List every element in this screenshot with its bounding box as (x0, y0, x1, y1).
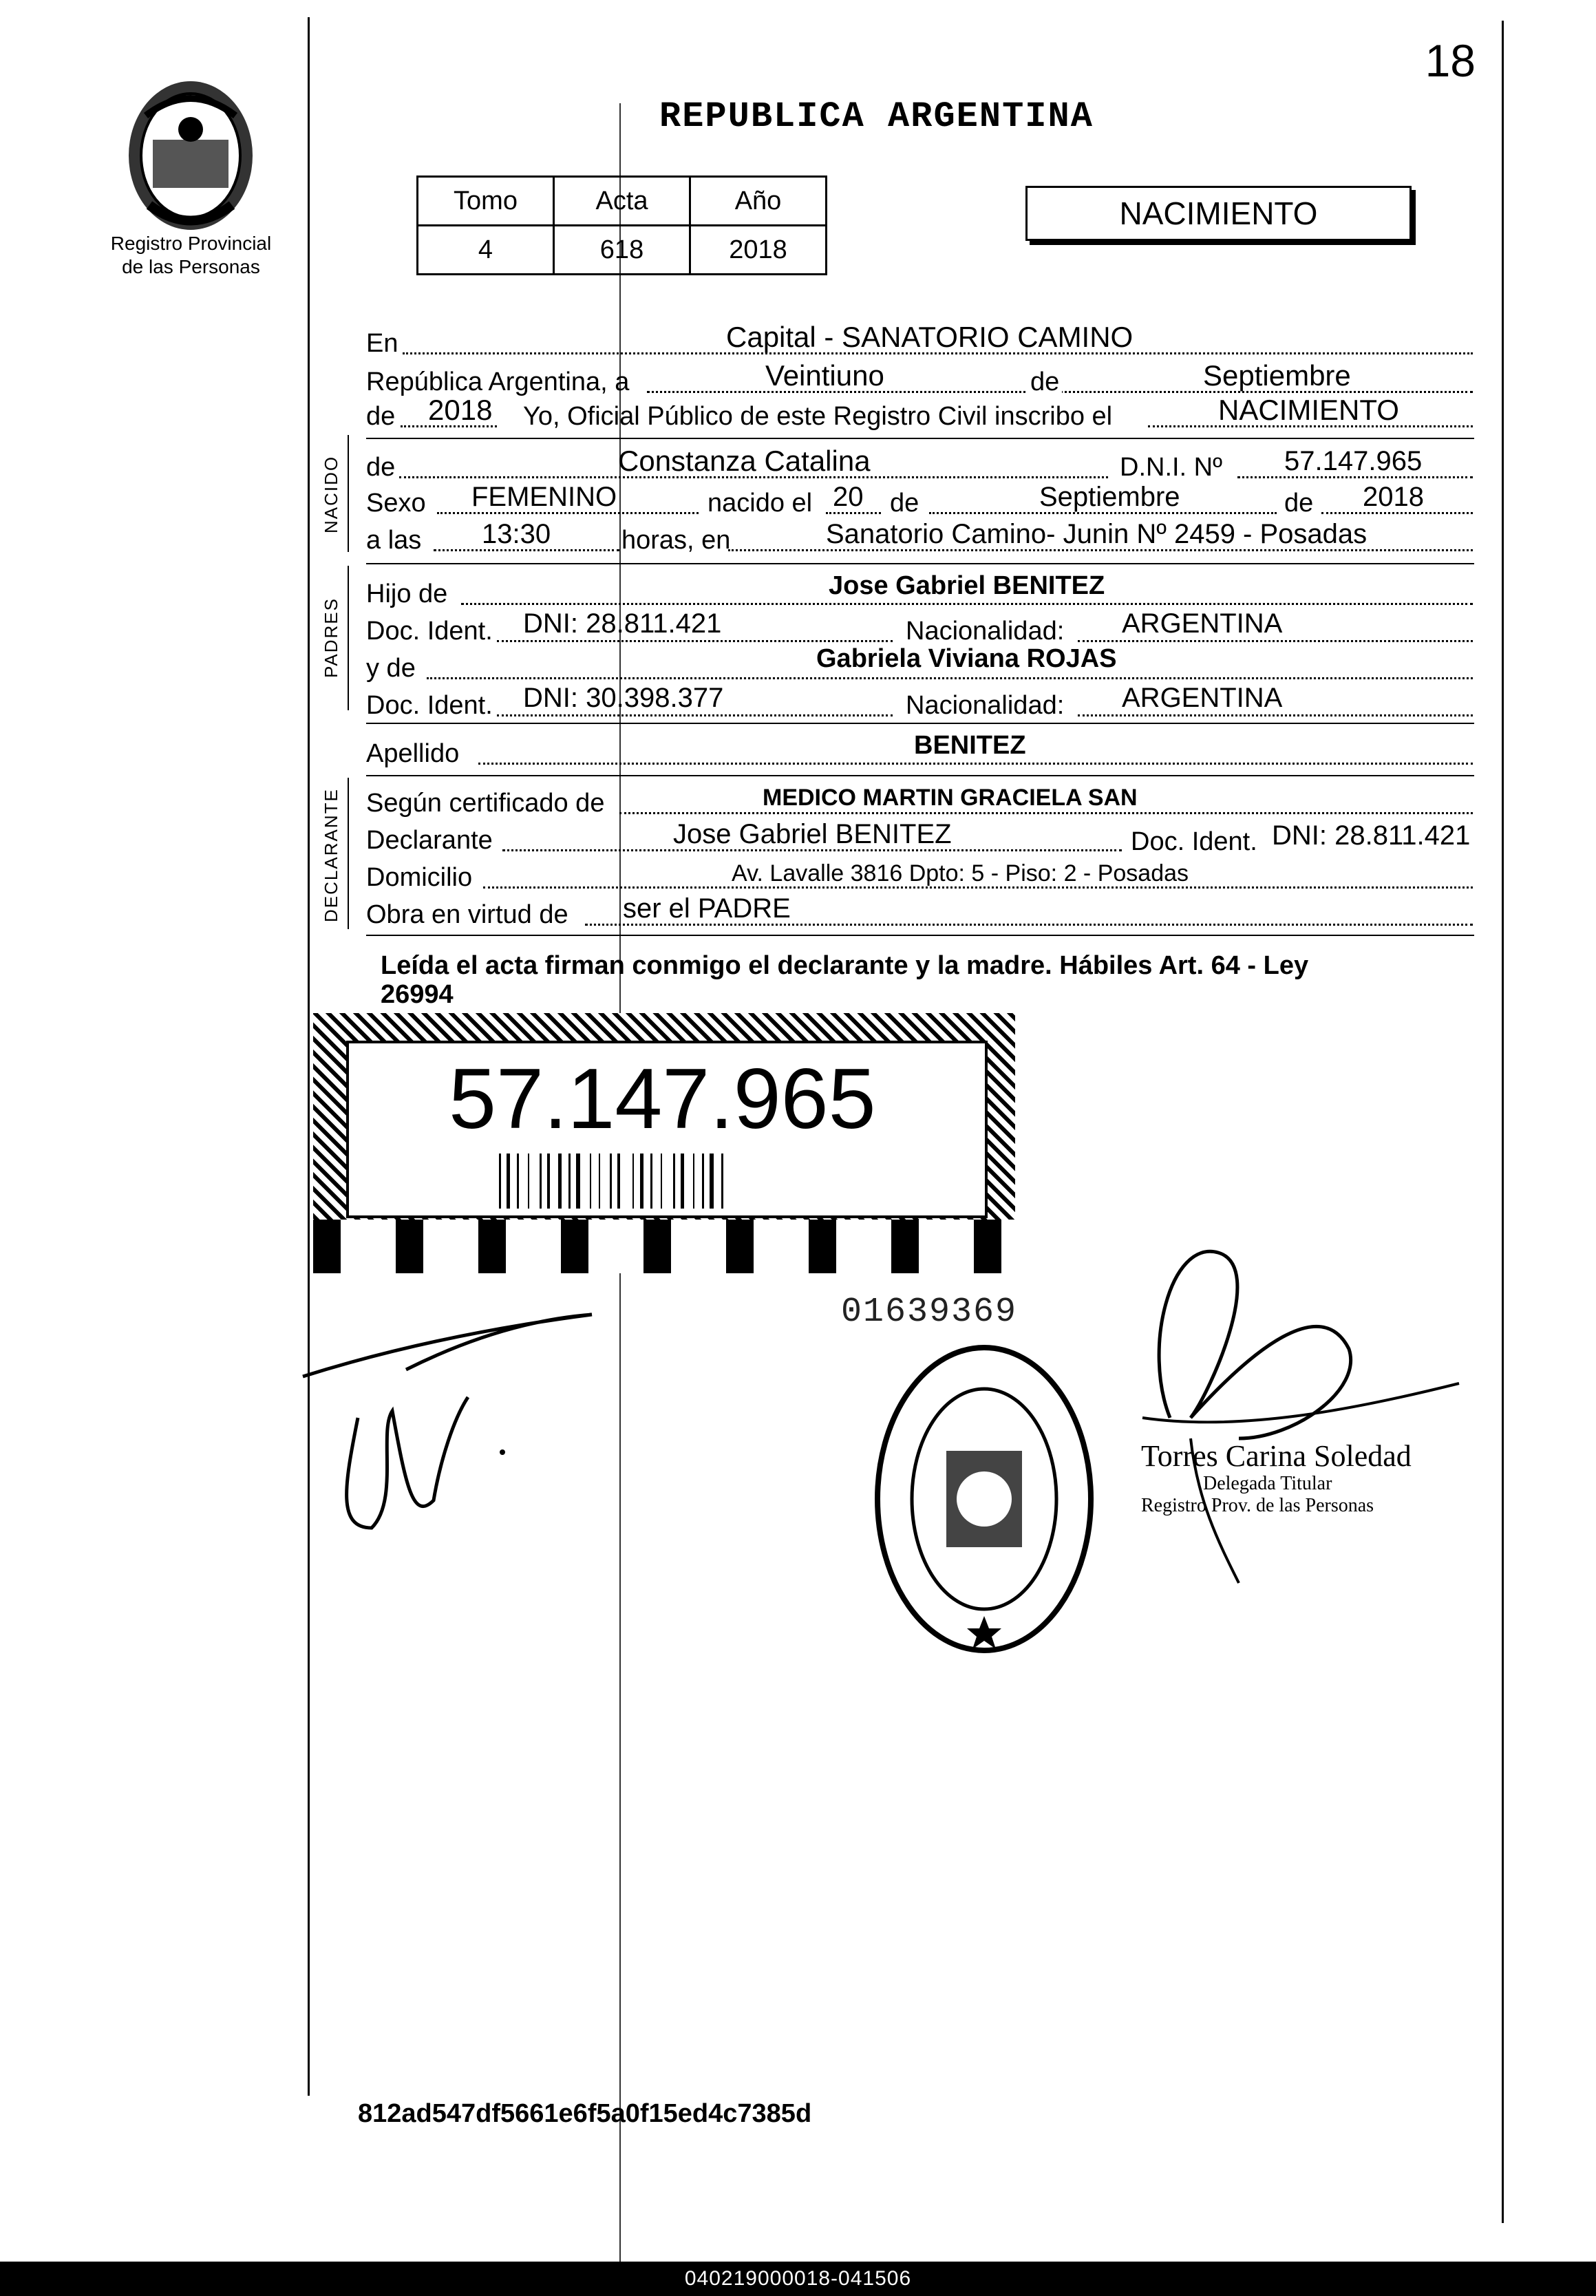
day-words-value: Veintiuno (765, 359, 884, 392)
birth-place-value: Sanatorio Camino- Junin Nº 2459 - Posadas (826, 519, 1368, 549)
divider-5 (366, 935, 1474, 936)
registry-name-line2: de las Personas (122, 256, 260, 277)
sticker-number: 57.147.965 (449, 1052, 876, 1147)
barcode-bar (547, 1154, 550, 1209)
acta-value: 618 (554, 226, 690, 275)
tomo-header: Tomo (418, 177, 554, 226)
a-las-label: a las (366, 526, 422, 555)
en-label: En (366, 329, 398, 358)
apellido-label: Apellido (366, 739, 460, 768)
declarante-side-label: DECLARANTE (321, 788, 341, 922)
right-signature (1101, 1211, 1487, 1597)
sexo-label: Sexo (366, 489, 426, 518)
oficial-text: Yo, Oficial Público de este Registro Civil inscribo el (523, 402, 1113, 431)
padre-nac-label: Nacionalidad: (906, 617, 1065, 646)
birth-day-value: 20 (833, 482, 864, 512)
barcode-bar (661, 1154, 662, 1209)
birth-de-label: de (890, 489, 919, 518)
barcode-bar (617, 1154, 620, 1209)
year-value: 2018 (428, 394, 493, 426)
barcode-bar (507, 1154, 510, 1209)
signatory-office: Registro Prov. de las Personas (1141, 1495, 1374, 1516)
tomo-value: 4 (418, 226, 554, 275)
obra-value: ser el PADRE (623, 893, 791, 924)
place-value: Capital - SANATORIO CAMINO (726, 321, 1134, 353)
closing-line1: Leída el acta firman conmigo el declarante y la madre. Hábiles Art. 64 - Ley (381, 951, 1309, 980)
barcode-bar (599, 1154, 600, 1209)
barcode-bar (632, 1154, 634, 1209)
madre-doc-label: Doc. Ident. (366, 691, 493, 720)
nacido-side-label: NACIDO (321, 455, 341, 533)
page-number: 18 (1425, 35, 1476, 86)
left-margin-line (308, 17, 310, 2096)
country-title: REPUBLICA ARGENTINA (659, 96, 1094, 137)
divider-4 (366, 775, 1474, 776)
sexo-value: FEMENINO (471, 482, 617, 512)
sticker-inner (346, 1041, 988, 1218)
madre-nac-label: Nacionalidad: (906, 691, 1065, 720)
declarant-name-value: Jose Gabriel BENITEZ (673, 819, 952, 849)
mother-nationality-value: ARGENTINA (1122, 683, 1283, 713)
barcode-bar (576, 1154, 580, 1209)
mother-doc-value: DNI: 30.398.377 (523, 683, 724, 713)
child-dni-value: 57.147.965 (1284, 446, 1423, 476)
domicilio-label: Domicilio (366, 863, 473, 892)
declarante-bracket (348, 778, 349, 929)
republica-label: República Argentina, a (366, 368, 630, 396)
padre-doc-dots (497, 640, 893, 642)
divider-3 (366, 723, 1474, 724)
ano-value: 2018 (690, 226, 827, 275)
nacido-bracket (348, 435, 349, 552)
footer-code: 040219000018-041506 (684, 2267, 912, 2290)
surname-value: BENITEZ (914, 731, 1026, 760)
madre-nac-dots (1078, 714, 1473, 716)
decl-doc-label: Doc. Ident. (1131, 827, 1257, 856)
closing-line2: 26994 (381, 980, 454, 1009)
act-type-label: NACIMIENTO (1119, 195, 1318, 231)
registry-name-line1: Registro Provincial (110, 233, 272, 254)
nacido-el-label: nacido el (707, 489, 813, 518)
month-value: Septiembre (1203, 359, 1351, 392)
barcode-bar (693, 1154, 694, 1209)
left-signature (296, 1294, 654, 1617)
padre-doc-label: Doc. Ident. (366, 617, 493, 646)
tomo-acta-ano-table (416, 176, 827, 275)
document-hash: 812ad547df5661e6f5a0f15ed4c7385d (358, 2099, 812, 2128)
acta-header: Acta (554, 177, 690, 226)
barcode-bar (721, 1154, 723, 1209)
y-de-label: y de (366, 654, 416, 683)
declarant-doc-value: DNI: 28.811.421 (1272, 820, 1471, 851)
barcode-bar (499, 1154, 501, 1209)
obra-label: Obra en virtud de (366, 900, 568, 929)
divider-1 (366, 438, 1474, 439)
barcode-bar (558, 1154, 562, 1209)
dni-label: D.N.I. Nº (1120, 453, 1222, 482)
padre-dots (461, 603, 1473, 605)
barcode-bar (650, 1154, 652, 1209)
child-name-value: Constanza Catalina (618, 445, 871, 477)
hijo-de-label: Hijo de (366, 580, 448, 608)
dni-sticker (313, 1013, 1015, 1273)
barcode-bar (540, 1154, 542, 1209)
province-seal-logo (118, 74, 263, 240)
declarante-label: Declarante (366, 826, 493, 855)
father-name-value: Jose Gabriel BENITEZ (829, 571, 1105, 600)
stamp-number: 01639369 (841, 1293, 1018, 1332)
padres-side-label: PADRES (321, 597, 341, 678)
mother-name-value: Gabriela Viviana ROJAS (816, 644, 1117, 673)
padres-bracket (348, 566, 349, 710)
barcode-bar (640, 1154, 643, 1209)
nacido-de-label: de (366, 453, 396, 482)
address-value: Av. Lavalle 3816 Dpto: 5 - Piso: 2 - Posadas (732, 860, 1189, 886)
inscribe-value: NACIMIENTO (1218, 394, 1399, 426)
barcode-bar (610, 1154, 612, 1209)
de-label-1: de (1028, 368, 1062, 397)
barcode-bar (517, 1154, 519, 1209)
barcode-bar (590, 1154, 591, 1209)
madre-dots (427, 677, 1473, 679)
birth-time-value: 13:30 (482, 519, 551, 549)
horas-label: horas, en (621, 526, 731, 555)
ano-header: Año (690, 177, 827, 226)
barcode-bar (528, 1154, 529, 1209)
de-label-2: de (366, 402, 396, 431)
madre-doc-dots (497, 714, 893, 716)
barcode-bar (710, 1154, 714, 1209)
signatory-name: Torres Carina Soledad (1141, 1439, 1412, 1473)
act-type-box (1025, 186, 1412, 241)
certificate-value: MEDICO MARTIN GRACIELA SAN (763, 785, 1138, 811)
divider-2 (366, 563, 1474, 564)
father-doc-value: DNI: 28.811.421 (523, 608, 722, 639)
apellido-dots (478, 763, 1473, 765)
barcode (499, 1154, 884, 1209)
signatory-title: Delegada Titular (1203, 1473, 1332, 1494)
sticker-border-bottom (313, 1220, 1015, 1273)
padre-nac-dots (1078, 640, 1473, 642)
barcode-bar (673, 1154, 675, 1209)
birth-year-value: 2018 (1363, 482, 1424, 512)
footer-bar (0, 2262, 1596, 2296)
birth-de-label-2: de (1284, 489, 1314, 518)
cert-dots (619, 812, 1473, 814)
birth-month-value: Septiembre (1039, 482, 1180, 512)
cert-label: Según certificado de (366, 789, 605, 818)
barcode-bar (568, 1154, 571, 1209)
father-nationality-value: ARGENTINA (1122, 608, 1283, 639)
barcode-bar (702, 1154, 704, 1209)
right-border (1502, 21, 1504, 2223)
barcode-bar (681, 1154, 684, 1209)
